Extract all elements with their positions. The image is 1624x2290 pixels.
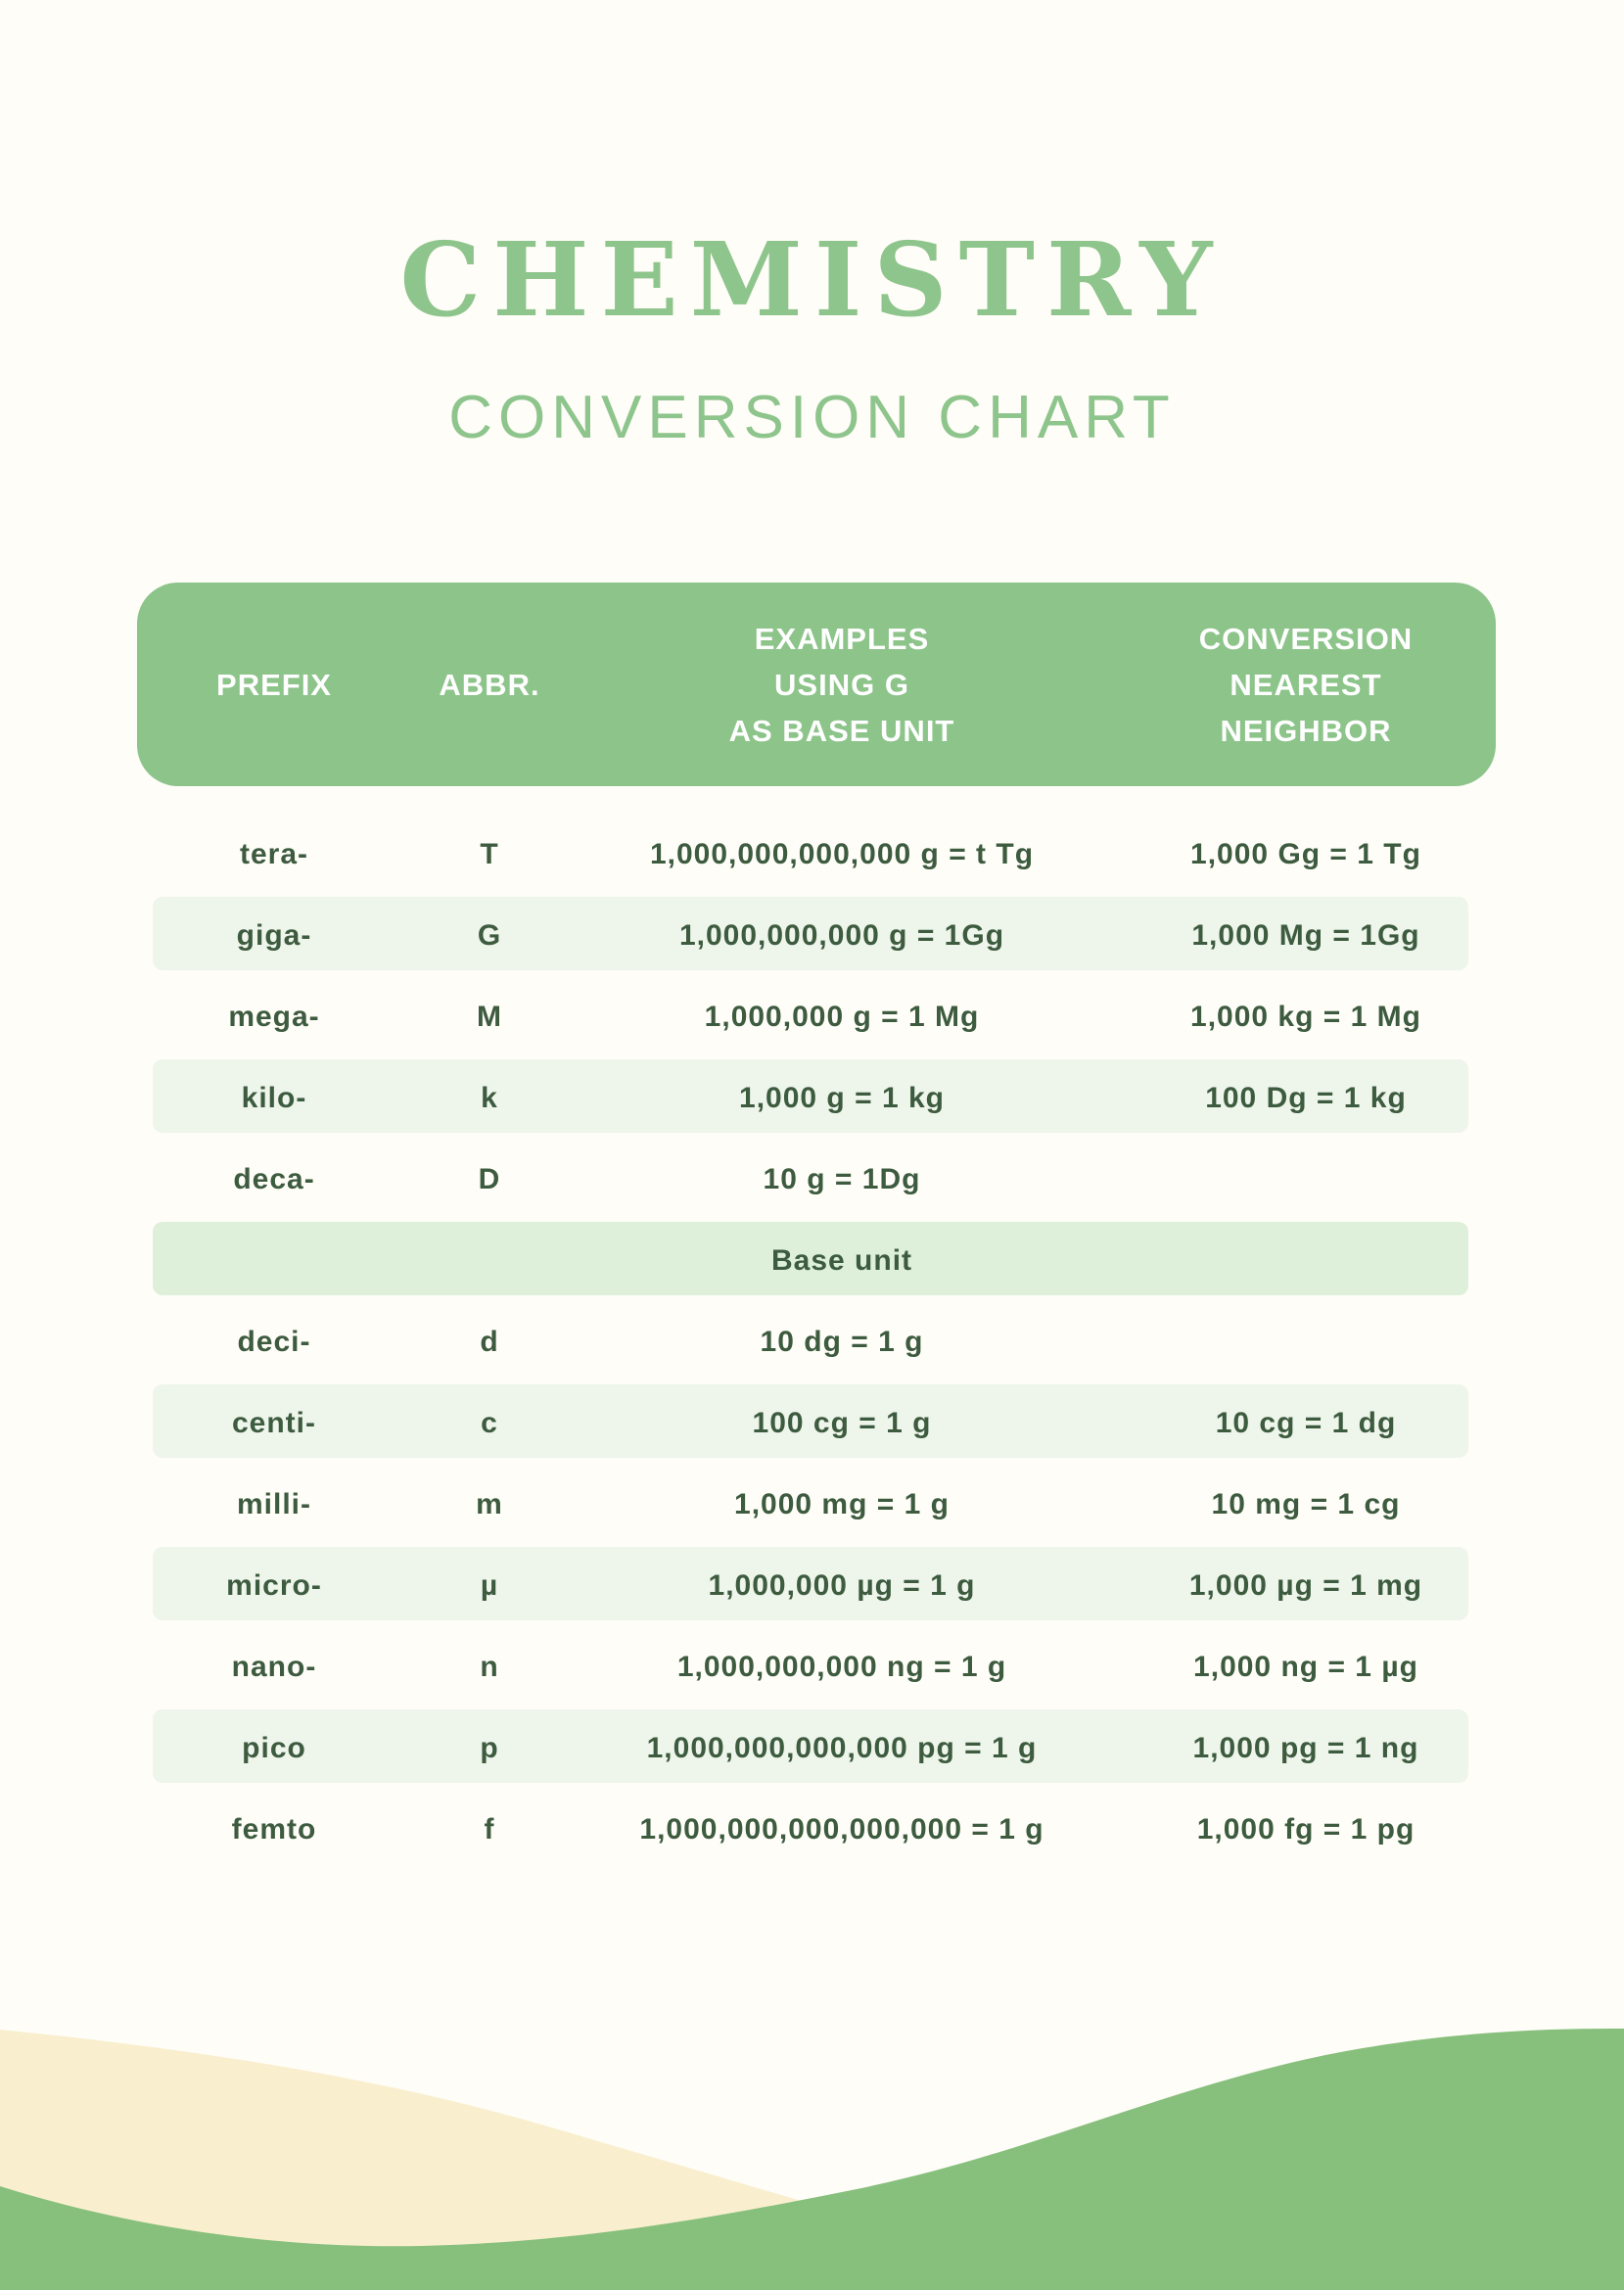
page-title: CHEMISTRY <box>399 219 1225 340</box>
table-row <box>137 1707 1496 1789</box>
table-row <box>137 1382 1496 1464</box>
table-row <box>137 1057 1496 1139</box>
conversion-cell: 10 mg = 1 cg <box>1211 1487 1401 1520</box>
column-header-prefix-line: PREFIX <box>216 667 332 702</box>
column-header-examples-line3: AS BASE UNIT <box>728 713 955 748</box>
conversion-table <box>137 583 1496 1870</box>
example-cell: 10 dg = 1 g <box>760 1325 924 1358</box>
abbr-cell: M <box>477 1000 502 1033</box>
abbr-cell: d <box>480 1325 499 1358</box>
page-subtitle: CONVERSION CHART <box>448 384 1176 451</box>
abbr-cell: p <box>480 1731 499 1764</box>
column-header-conversion-line2: NEAREST <box>1230 667 1382 702</box>
prefix-cell: pico <box>242 1731 306 1764</box>
prefix-cell: giga- <box>236 918 312 952</box>
table-row <box>137 895 1496 976</box>
prefix-cell: deca- <box>233 1162 315 1195</box>
conversion-cell: 1,000 Gg = 1 Tg <box>1190 837 1421 870</box>
prefix-cell: kilo- <box>241 1081 307 1114</box>
table-row <box>137 1626 1496 1707</box>
table-row <box>137 1789 1496 1870</box>
prefix-cell: femto <box>231 1812 317 1846</box>
example-cell: 100 cg = 1 g <box>752 1406 932 1439</box>
prefix-cell: tera- <box>239 837 309 870</box>
footer-waves <box>0 1909 1624 2290</box>
example-cell: 1,000 g = 1 kg <box>739 1081 945 1114</box>
abbr-cell: f <box>484 1812 495 1846</box>
column-header-examples <box>568 616 1116 754</box>
column-header-examples-line1: EXAMPLES <box>754 621 930 656</box>
abbr-cell: T <box>480 837 499 870</box>
prefix-cell: deci- <box>237 1325 311 1358</box>
abbr-cell: D <box>478 1162 501 1195</box>
example-cell: 10 g = 1Dg <box>763 1162 921 1195</box>
column-header-examples-line2: USING G <box>774 667 909 702</box>
column-header-conversion <box>1116 616 1496 754</box>
abbr-cell: k <box>481 1081 498 1114</box>
column-header-abbr <box>411 662 568 708</box>
prefix-cell: nano- <box>231 1650 317 1683</box>
table-row <box>137 1301 1496 1382</box>
example-cell: 1,000 mg = 1 g <box>734 1487 950 1520</box>
conversion-cell: 10 cg = 1 dg <box>1215 1406 1397 1439</box>
abbr-cell: n <box>480 1650 499 1683</box>
example-cell: 1,000,000 g = 1 Mg <box>704 1000 980 1033</box>
example-cell: 1,000,000,000 ng = 1 g <box>676 1650 1007 1683</box>
conversion-cell: 1,000 kg = 1 Mg <box>1190 1000 1421 1033</box>
prefix-cell: milli- <box>236 1487 311 1520</box>
table-row <box>137 1139 1496 1220</box>
abbr-cell: c <box>481 1406 498 1439</box>
column-header-prefix <box>137 662 411 708</box>
example-cell: 1,000,000,000,000 g = t Tg <box>649 837 1035 870</box>
table-header-row <box>137 583 1496 786</box>
base-unit-label: Base unit <box>770 1243 913 1277</box>
example-cell: 1,000,000,000 g = 1Gg <box>678 918 1005 952</box>
prefix-cell: mega- <box>228 1000 320 1033</box>
conversion-cell: 1,000 Mg = 1Gg <box>1191 918 1420 952</box>
column-header-abbr-line: ABBR. <box>439 667 540 702</box>
table-row <box>137 976 1496 1057</box>
column-header-conversion-line3: NEIGHBOR <box>1220 713 1392 748</box>
conversion-cell: 1,000 pg = 1 ng <box>1192 1731 1419 1764</box>
table-rows <box>137 814 1496 1870</box>
conversion-cell: 100 Dg = 1 kg <box>1205 1081 1407 1114</box>
prefix-cell: centi- <box>231 1406 316 1439</box>
conversion-cell: 1,000 fg = 1 pg <box>1196 1812 1415 1846</box>
example-cell: 1,000,000,000,000 pg = 1 g <box>646 1731 1038 1764</box>
example-cell: 1,000,000 µg = 1 g <box>708 1568 976 1602</box>
table-row <box>137 814 1496 895</box>
conversion-cell: 1,000 ng = 1 µg <box>1193 1650 1418 1683</box>
prefix-cell: micro- <box>226 1568 322 1602</box>
table-row <box>137 1464 1496 1545</box>
example-cell: 1,000,000,000,000,000 = 1 g <box>639 1812 1044 1846</box>
abbr-cell: m <box>476 1487 503 1520</box>
base-unit-row <box>137 1220 1496 1301</box>
conversion-cell: 1,000 µg = 1 mg <box>1188 1568 1423 1602</box>
abbr-cell: G <box>477 918 502 952</box>
column-header-conversion-line1: CONVERSION <box>1198 621 1414 656</box>
table-row <box>137 1545 1496 1626</box>
abbr-cell: µ <box>480 1568 499 1602</box>
